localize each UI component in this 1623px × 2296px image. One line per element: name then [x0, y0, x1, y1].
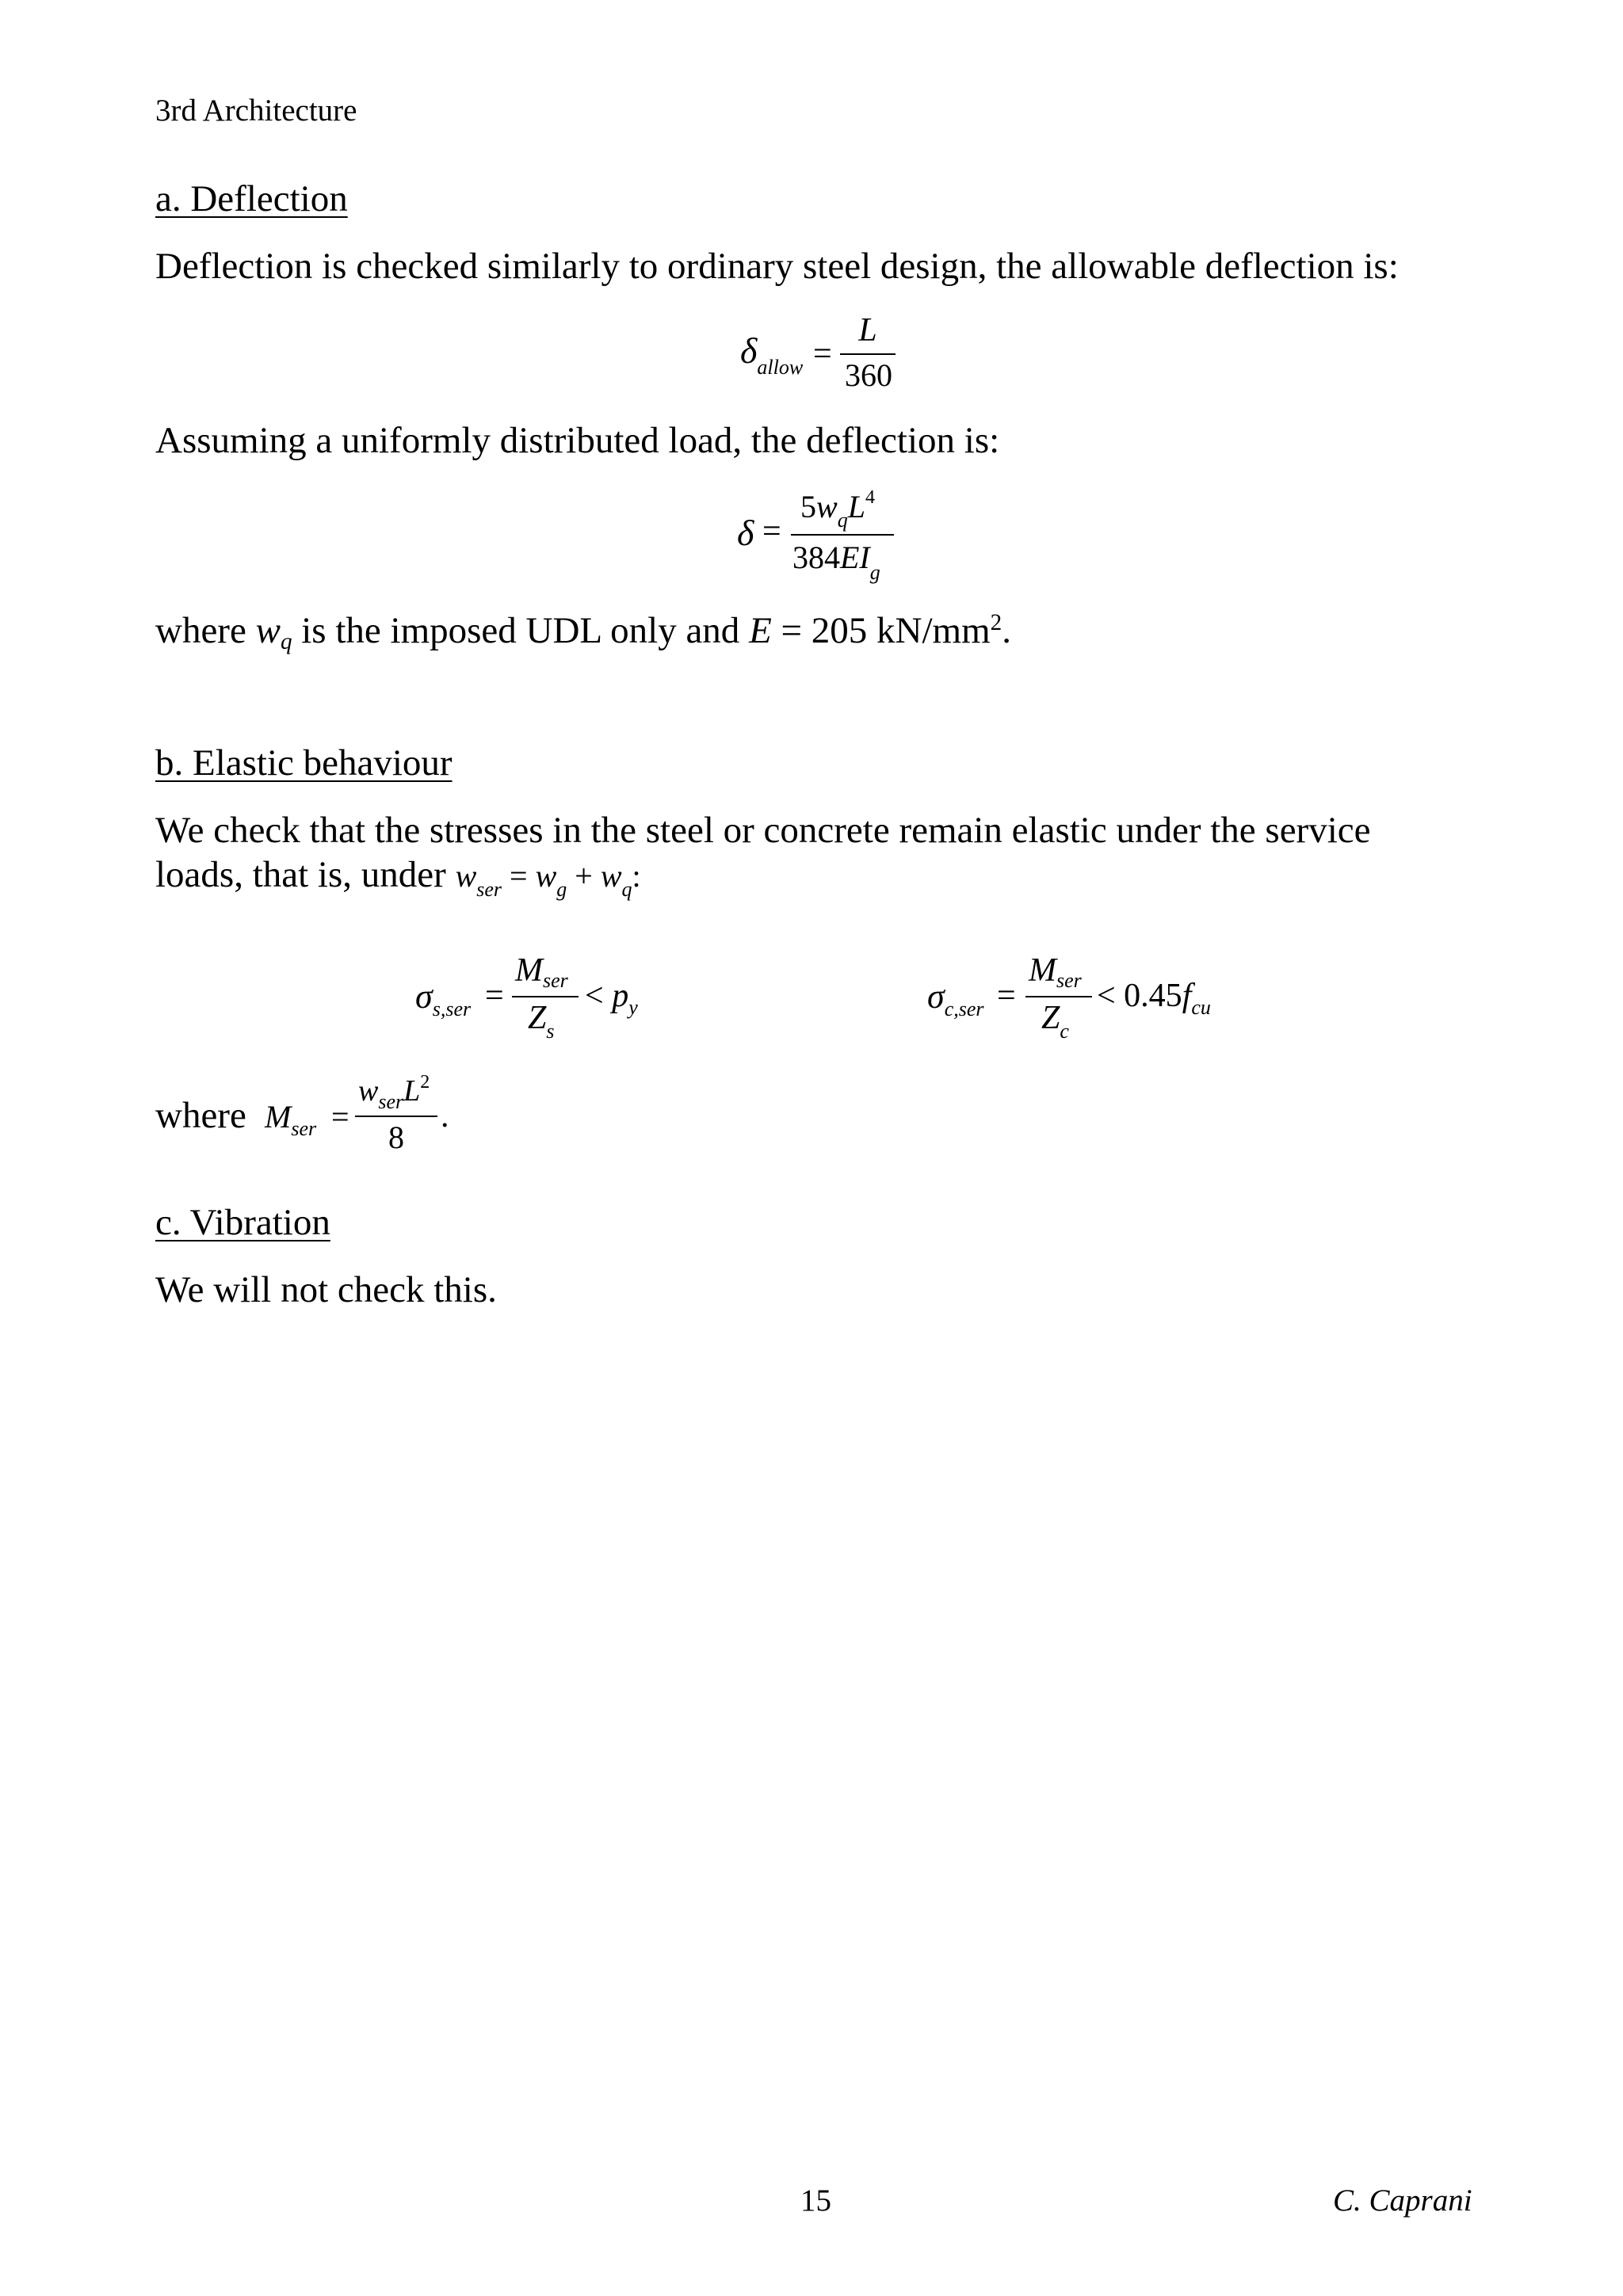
- fraction-bar: [840, 353, 896, 355]
- equals-sign: =: [813, 336, 832, 372]
- page-number: 15: [800, 2183, 831, 2218]
- sigma-symbol: σ: [415, 977, 433, 1016]
- author-name: C. Caprani: [1333, 2183, 1472, 2218]
- delta-symbol: δ: [740, 330, 758, 371]
- fraction-bar: [1025, 996, 1092, 997]
- equals-sign: =: [997, 978, 1016, 1014]
- fraction-denominator: 360: [845, 357, 892, 393]
- period: .: [441, 1098, 449, 1135]
- fraction-numerator: $5w_qL^4$: [800, 487, 875, 532]
- deflection-intro: Deflection is checked similarly to ordinary steel design, the allowable deflection is:: [155, 246, 1399, 287]
- fraction-numerator: L: [858, 312, 877, 349]
- fraction-numerator: Mser: [515, 952, 568, 992]
- allow-subscript: allow: [757, 356, 804, 379]
- fraction-numerator: $w_{ser}L^2$: [358, 1072, 430, 1113]
- fraction-bar: [791, 534, 894, 536]
- section-heading-vibration: c. Vibration: [155, 1202, 330, 1243]
- udl-assumption: Assuming a uniformly distributed load, the deflection is:: [155, 420, 1000, 461]
- elastic-text-line-2: loads, that is, under $w_{ser} = w_g + w_q$:: [155, 854, 641, 901]
- equals-sign: =: [762, 513, 781, 550]
- wq-definition: where $w_q$ is the imposed UDL only and E = 205 $kN/mm^2$.: [155, 609, 1011, 655]
- delta-symbol: δ: [737, 513, 754, 553]
- fraction-denominator: $384EI_g$: [792, 540, 880, 584]
- fraction-bar: [512, 996, 579, 997]
- fraction-numerator: Mser: [1029, 952, 1082, 992]
- elastic-text-line-1: We check that the stresses in the steel or concrete remain elastic under the service: [155, 810, 1371, 851]
- fraction-bar: [355, 1116, 437, 1117]
- fraction-denominator: 8: [388, 1119, 404, 1155]
- fraction-denominator: $Z_s$: [528, 1000, 555, 1043]
- section-heading-elastic: b. Elastic behaviour: [155, 742, 453, 784]
- mser-label: where: [155, 1095, 246, 1136]
- running-header: 3rd Architecture: [155, 93, 357, 128]
- limit-expression: < $p_y$: [585, 978, 638, 1019]
- section-heading-deflection: a. Deflection: [155, 178, 348, 219]
- vibration-text: We will not check this.: [155, 1269, 497, 1310]
- fraction-denominator: $Z_c$: [1041, 1000, 1069, 1043]
- equals-sign: =: [331, 1099, 349, 1135]
- limit-expression: < $0.45f_{cu}$: [1097, 978, 1211, 1019]
- sigma-symbol: σ: [927, 977, 945, 1016]
- equals-sign: =: [485, 978, 504, 1014]
